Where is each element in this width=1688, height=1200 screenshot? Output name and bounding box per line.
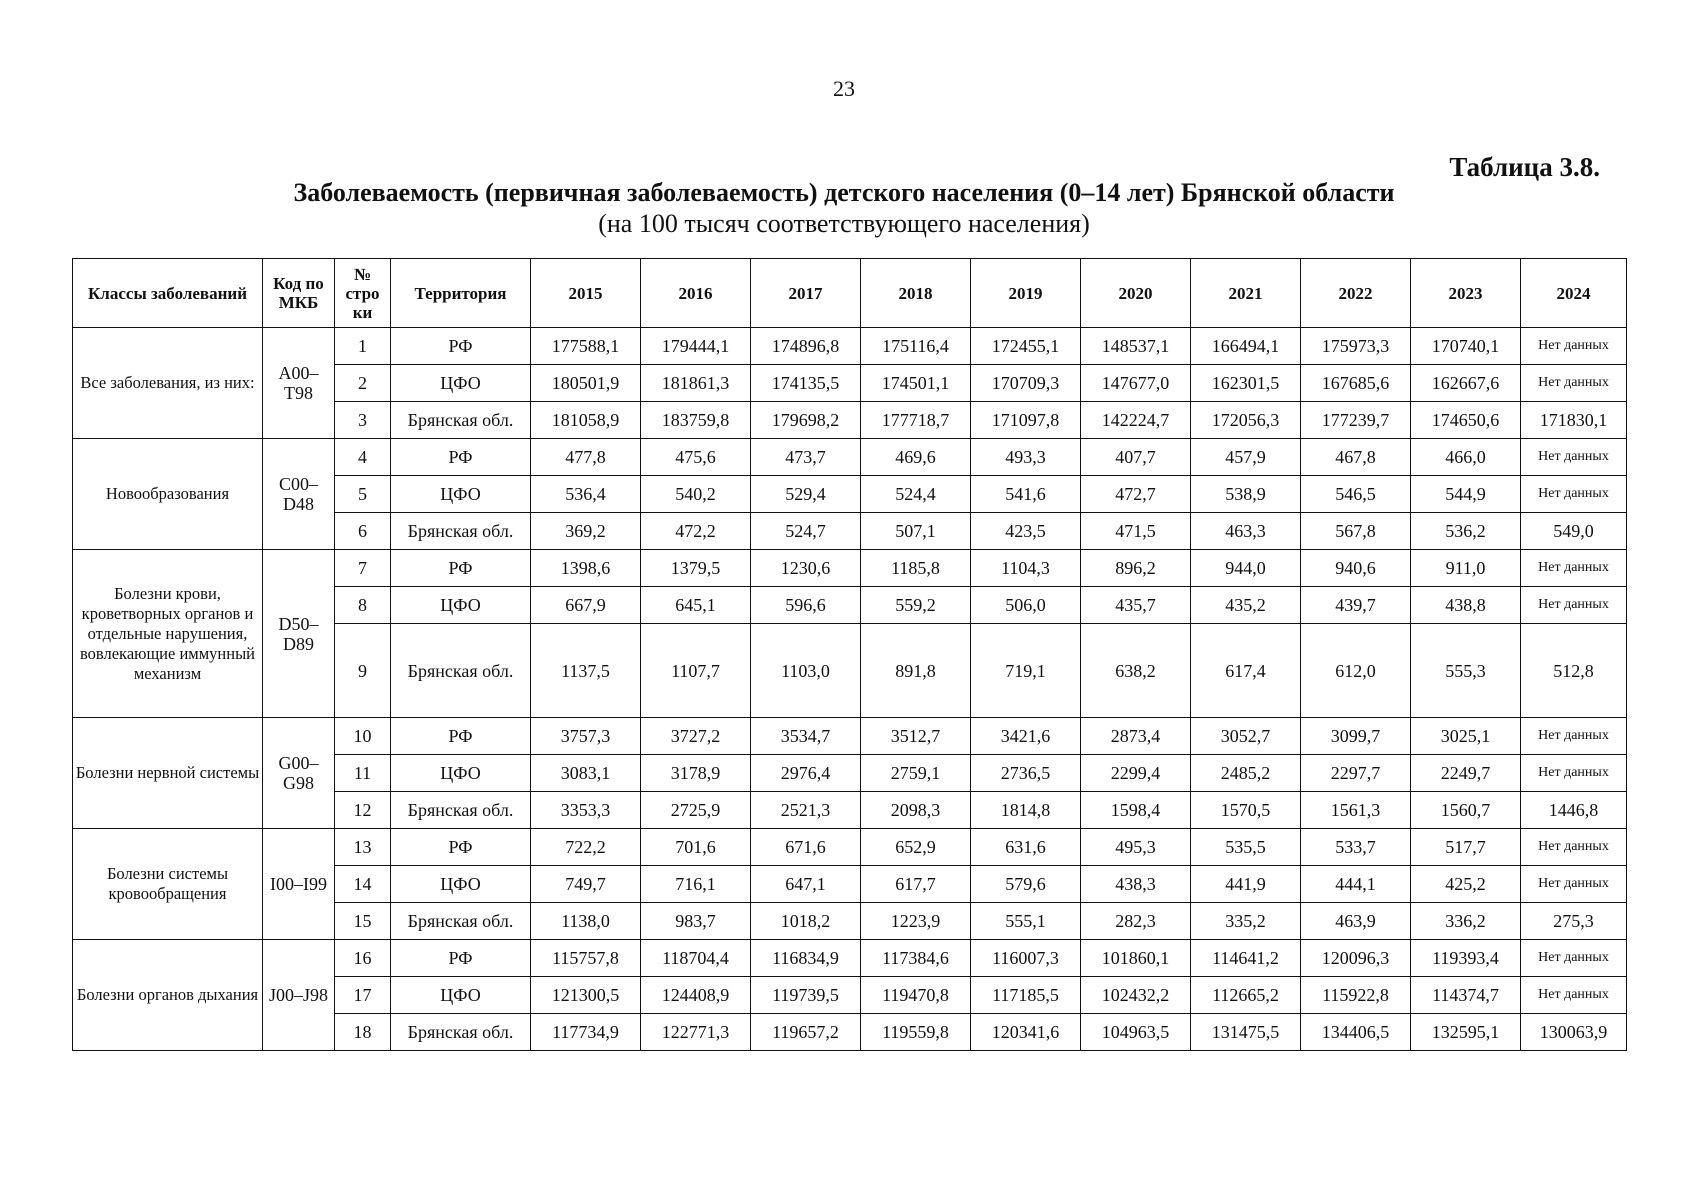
- value-cell: 540,2: [641, 476, 751, 513]
- header-year: 2015: [531, 259, 641, 328]
- value-cell: 3421,6: [971, 718, 1081, 755]
- table-title: Заболеваемость (первичная заболеваемость) детского населения (0–14 лет) Брянской области: [293, 178, 1395, 207]
- value-cell: 275,3: [1521, 903, 1627, 940]
- row-number-cell: 14: [335, 866, 391, 903]
- value-cell: 167685,6: [1301, 365, 1411, 402]
- territory-cell: ЦФО: [391, 755, 531, 792]
- value-cell: 544,9: [1411, 476, 1521, 513]
- value-cell: 1103,0: [751, 624, 861, 718]
- value-cell: 1379,5: [641, 550, 751, 587]
- value-cell: 435,2: [1191, 587, 1301, 624]
- value-cell: 407,7: [1081, 439, 1191, 476]
- value-cell: 2521,3: [751, 792, 861, 829]
- value-cell: 1446,8: [1521, 792, 1627, 829]
- value-cell: 555,3: [1411, 624, 1521, 718]
- value-cell: 117734,9: [531, 1014, 641, 1051]
- value-cell: 438,3: [1081, 866, 1191, 903]
- value-cell: 3025,1: [1411, 718, 1521, 755]
- value-cell: 467,8: [1301, 439, 1411, 476]
- row-number-cell: 1: [335, 328, 391, 365]
- value-cell: 652,9: [861, 829, 971, 866]
- table-label: Таблица 3.8.: [1449, 152, 1600, 182]
- header-territory: Территория: [391, 259, 531, 328]
- value-cell: 147677,0: [1081, 365, 1191, 402]
- value-cell: 174896,8: [751, 328, 861, 365]
- value-cell: 170709,3: [971, 365, 1081, 402]
- value-cell: 119470,8: [861, 977, 971, 1014]
- value-cell: 130063,9: [1521, 1014, 1627, 1051]
- value-cell: 181861,3: [641, 365, 751, 402]
- value-cell: 541,6: [971, 476, 1081, 513]
- value-cell: 671,6: [751, 829, 861, 866]
- value-cell: 471,5: [1081, 513, 1191, 550]
- value-cell: 166494,1: [1191, 328, 1301, 365]
- value-cell: 171830,1: [1521, 402, 1627, 439]
- value-cell: 617,7: [861, 866, 971, 903]
- value-cell: 179444,1: [641, 328, 751, 365]
- value-cell: 177718,7: [861, 402, 971, 439]
- value-cell: 175116,4: [861, 328, 971, 365]
- value-cell: 517,7: [1411, 829, 1521, 866]
- header-year: 2024: [1521, 259, 1627, 328]
- value-cell: 3083,1: [531, 755, 641, 792]
- value-cell: 444,1: [1301, 866, 1411, 903]
- icd-code-cell: D50–D89: [263, 550, 335, 718]
- value-cell: 170740,1: [1411, 328, 1521, 365]
- value-cell: 1104,3: [971, 550, 1081, 587]
- value-cell: 3512,7: [861, 718, 971, 755]
- value-cell: 495,3: [1081, 829, 1191, 866]
- header-year: 2018: [861, 259, 971, 328]
- value-cell: 2725,9: [641, 792, 751, 829]
- row-number-cell: 8: [335, 587, 391, 624]
- value-cell: 162301,5: [1191, 365, 1301, 402]
- value-cell: 493,3: [971, 439, 1081, 476]
- header-year: 2019: [971, 259, 1081, 328]
- territory-cell: Брянская обл.: [391, 792, 531, 829]
- territory-cell: Брянская обл.: [391, 624, 531, 718]
- row-number-cell: 18: [335, 1014, 391, 1051]
- table-row: [73, 550, 1627, 587]
- value-cell: 722,2: [531, 829, 641, 866]
- value-cell: 1560,7: [1411, 792, 1521, 829]
- value-cell: 174501,1: [861, 365, 971, 402]
- territory-cell: РФ: [391, 940, 531, 977]
- table-body: [73, 328, 1627, 1051]
- value-cell: 2873,4: [1081, 718, 1191, 755]
- row-number-cell: 7: [335, 550, 391, 587]
- value-cell: Нет данных: [1521, 866, 1627, 903]
- value-cell: 701,6: [641, 829, 751, 866]
- value-cell: 463,9: [1301, 903, 1411, 940]
- value-cell: 439,7: [1301, 587, 1411, 624]
- value-cell: 719,1: [971, 624, 1081, 718]
- header-year: 2020: [1081, 259, 1191, 328]
- page-number: 23: [833, 76, 855, 101]
- territory-cell: РФ: [391, 550, 531, 587]
- value-cell: 524,7: [751, 513, 861, 550]
- value-cell: 2098,3: [861, 792, 971, 829]
- value-cell: Нет данных: [1521, 365, 1627, 402]
- territory-cell: ЦФО: [391, 365, 531, 402]
- value-cell: 423,5: [971, 513, 1081, 550]
- header-year: 2016: [641, 259, 751, 328]
- table-row: [73, 718, 1627, 755]
- territory-cell: РФ: [391, 439, 531, 476]
- disease-class-cell: Болезни органов дыхания: [73, 940, 263, 1051]
- value-cell: 336,2: [1411, 903, 1521, 940]
- value-cell: 463,3: [1191, 513, 1301, 550]
- value-cell: 555,1: [971, 903, 1081, 940]
- value-cell: 2297,7: [1301, 755, 1411, 792]
- value-cell: 507,1: [861, 513, 971, 550]
- value-cell: 1185,8: [861, 550, 971, 587]
- value-cell: 162667,6: [1411, 365, 1521, 402]
- value-cell: 282,3: [1081, 903, 1191, 940]
- value-cell: 119393,4: [1411, 940, 1521, 977]
- value-cell: 2249,7: [1411, 755, 1521, 792]
- row-number-cell: 6: [335, 513, 391, 550]
- value-cell: 116834,9: [751, 940, 861, 977]
- value-cell: 911,0: [1411, 550, 1521, 587]
- value-cell: 638,2: [1081, 624, 1191, 718]
- row-number-cell: 11: [335, 755, 391, 792]
- table-row: [73, 940, 1627, 977]
- value-cell: 131475,5: [1191, 1014, 1301, 1051]
- value-cell: 183759,8: [641, 402, 751, 439]
- territory-cell: ЦФО: [391, 866, 531, 903]
- territory-cell: Брянская обл.: [391, 903, 531, 940]
- territory-cell: Брянская обл.: [391, 1014, 531, 1051]
- header-year: 2017: [751, 259, 861, 328]
- value-cell: Нет данных: [1521, 940, 1627, 977]
- morbidity-table: [72, 258, 1627, 1051]
- value-cell: 177239,7: [1301, 402, 1411, 439]
- table-row: [73, 439, 1627, 476]
- value-cell: 142224,7: [1081, 402, 1191, 439]
- value-cell: Нет данных: [1521, 587, 1627, 624]
- icd-code-cell: А00–Т98: [263, 328, 335, 439]
- value-cell: 940,6: [1301, 550, 1411, 587]
- value-cell: 425,2: [1411, 866, 1521, 903]
- value-cell: Нет данных: [1521, 977, 1627, 1014]
- value-cell: 716,1: [641, 866, 751, 903]
- header-year: 2021: [1191, 259, 1301, 328]
- value-cell: 549,0: [1521, 513, 1627, 550]
- value-cell: 1137,5: [531, 624, 641, 718]
- value-cell: 335,2: [1191, 903, 1301, 940]
- value-cell: 944,0: [1191, 550, 1301, 587]
- value-cell: 120096,3: [1301, 940, 1411, 977]
- row-number-cell: 5: [335, 476, 391, 513]
- value-cell: 645,1: [641, 587, 751, 624]
- header-year: 2022: [1301, 259, 1411, 328]
- icd-code-cell: I00–I99: [263, 829, 335, 940]
- value-cell: 122771,3: [641, 1014, 751, 1051]
- table-subtitle: (на 100 тысяч соответствующего населения): [598, 209, 1090, 238]
- value-cell: 1138,0: [531, 903, 641, 940]
- value-cell: 529,4: [751, 476, 861, 513]
- value-cell: 132595,1: [1411, 1014, 1521, 1051]
- territory-cell: ЦФО: [391, 476, 531, 513]
- disease-class-cell: Болезни системы кровообращения: [73, 829, 263, 940]
- value-cell: 472,2: [641, 513, 751, 550]
- disease-class-cell: Все заболевания, из них:: [73, 328, 263, 439]
- value-cell: 174650,6: [1411, 402, 1521, 439]
- value-cell: 441,9: [1191, 866, 1301, 903]
- value-cell: 1814,8: [971, 792, 1081, 829]
- territory-cell: ЦФО: [391, 587, 531, 624]
- value-cell: 112665,2: [1191, 977, 1301, 1014]
- value-cell: 2485,2: [1191, 755, 1301, 792]
- value-cell: 3353,3: [531, 792, 641, 829]
- value-cell: 647,1: [751, 866, 861, 903]
- row-number-cell: 4: [335, 439, 391, 476]
- value-cell: 180501,9: [531, 365, 641, 402]
- value-cell: 533,7: [1301, 829, 1411, 866]
- value-cell: 117384,6: [861, 940, 971, 977]
- value-cell: 473,7: [751, 439, 861, 476]
- value-cell: 477,8: [531, 439, 641, 476]
- territory-cell: Брянская обл.: [391, 513, 531, 550]
- value-cell: 117185,5: [971, 977, 1081, 1014]
- row-number-cell: 2: [335, 365, 391, 402]
- value-cell: 177588,1: [531, 328, 641, 365]
- header-year: 2023: [1411, 259, 1521, 328]
- value-cell: 114641,2: [1191, 940, 1301, 977]
- value-cell: 121300,5: [531, 977, 641, 1014]
- value-cell: 2759,1: [861, 755, 971, 792]
- value-cell: 134406,5: [1301, 1014, 1411, 1051]
- row-number-cell: 15: [335, 903, 391, 940]
- header-icd: Код по МКБ: [263, 259, 335, 328]
- value-cell: 172455,1: [971, 328, 1081, 365]
- value-cell: 3052,7: [1191, 718, 1301, 755]
- value-cell: 506,0: [971, 587, 1081, 624]
- value-cell: 896,2: [1081, 550, 1191, 587]
- value-cell: 457,9: [1191, 439, 1301, 476]
- icd-code-cell: C00–D48: [263, 439, 335, 550]
- table-row: [73, 829, 1627, 866]
- value-cell: 101860,1: [1081, 940, 1191, 977]
- value-cell: 469,6: [861, 439, 971, 476]
- value-cell: Нет данных: [1521, 550, 1627, 587]
- value-cell: 512,8: [1521, 624, 1627, 718]
- value-cell: 535,5: [1191, 829, 1301, 866]
- value-cell: 115757,8: [531, 940, 641, 977]
- value-cell: 1398,6: [531, 550, 641, 587]
- value-cell: 524,4: [861, 476, 971, 513]
- header-class: Классы заболеваний: [73, 259, 263, 328]
- value-cell: 617,4: [1191, 624, 1301, 718]
- value-cell: Нет данных: [1521, 718, 1627, 755]
- value-cell: 2736,5: [971, 755, 1081, 792]
- value-cell: 466,0: [1411, 439, 1521, 476]
- value-cell: 536,4: [531, 476, 641, 513]
- value-cell: 3727,2: [641, 718, 751, 755]
- value-cell: 749,7: [531, 866, 641, 903]
- table-row: [73, 328, 1627, 365]
- value-cell: 983,7: [641, 903, 751, 940]
- value-cell: 667,9: [531, 587, 641, 624]
- value-cell: Нет данных: [1521, 829, 1627, 866]
- value-cell: 567,8: [1301, 513, 1411, 550]
- header-row-number: № стро ки: [335, 259, 391, 328]
- icd-code-cell: G00–G98: [263, 718, 335, 829]
- value-cell: 579,6: [971, 866, 1081, 903]
- value-cell: Нет данных: [1521, 755, 1627, 792]
- value-cell: 179698,2: [751, 402, 861, 439]
- value-cell: 1598,4: [1081, 792, 1191, 829]
- value-cell: 596,6: [751, 587, 861, 624]
- value-cell: 172056,3: [1191, 402, 1301, 439]
- row-number-cell: 17: [335, 977, 391, 1014]
- value-cell: 1230,6: [751, 550, 861, 587]
- value-cell: 115922,8: [1301, 977, 1411, 1014]
- value-cell: 536,2: [1411, 513, 1521, 550]
- value-cell: 1107,7: [641, 624, 751, 718]
- value-cell: 546,5: [1301, 476, 1411, 513]
- value-cell: 175973,3: [1301, 328, 1411, 365]
- header-row: [73, 259, 1627, 328]
- row-number-cell: 3: [335, 402, 391, 439]
- disease-class-cell: Новообразования: [73, 439, 263, 550]
- territory-cell: ЦФО: [391, 977, 531, 1014]
- row-number-cell: 13: [335, 829, 391, 866]
- value-cell: 369,2: [531, 513, 641, 550]
- row-number-cell: 10: [335, 718, 391, 755]
- value-cell: 891,8: [861, 624, 971, 718]
- row-number-cell: 9: [335, 624, 391, 718]
- value-cell: 612,0: [1301, 624, 1411, 718]
- value-cell: 3178,9: [641, 755, 751, 792]
- value-cell: 119657,2: [751, 1014, 861, 1051]
- value-cell: 174135,5: [751, 365, 861, 402]
- disease-class-cell: Болезни крови, кроветворных органов и отдельные нарушения, вовлекающие иммунный механизм: [73, 550, 263, 718]
- value-cell: 104963,5: [1081, 1014, 1191, 1051]
- value-cell: 119739,5: [751, 977, 861, 1014]
- value-cell: 472,7: [1081, 476, 1191, 513]
- value-cell: Нет данных: [1521, 328, 1627, 365]
- row-number-cell: 16: [335, 940, 391, 977]
- value-cell: 114374,7: [1411, 977, 1521, 1014]
- value-cell: 1223,9: [861, 903, 971, 940]
- icd-code-cell: J00–J98: [263, 940, 335, 1051]
- value-cell: 119559,8: [861, 1014, 971, 1051]
- value-cell: 102432,2: [1081, 977, 1191, 1014]
- value-cell: 3534,7: [751, 718, 861, 755]
- value-cell: 171097,8: [971, 402, 1081, 439]
- value-cell: 475,6: [641, 439, 751, 476]
- territory-cell: РФ: [391, 718, 531, 755]
- value-cell: 3099,7: [1301, 718, 1411, 755]
- disease-class-cell: Болезни нервной системы: [73, 718, 263, 829]
- value-cell: 559,2: [861, 587, 971, 624]
- value-cell: 538,9: [1191, 476, 1301, 513]
- value-cell: 3757,3: [531, 718, 641, 755]
- value-cell: 118704,4: [641, 940, 751, 977]
- territory-cell: РФ: [391, 829, 531, 866]
- value-cell: 181058,9: [531, 402, 641, 439]
- territory-cell: РФ: [391, 328, 531, 365]
- value-cell: 2299,4: [1081, 755, 1191, 792]
- value-cell: 631,6: [971, 829, 1081, 866]
- value-cell: 435,7: [1081, 587, 1191, 624]
- value-cell: 116007,3: [971, 940, 1081, 977]
- value-cell: Нет данных: [1521, 439, 1627, 476]
- value-cell: 438,8: [1411, 587, 1521, 624]
- row-number-cell: 12: [335, 792, 391, 829]
- value-cell: 124408,9: [641, 977, 751, 1014]
- value-cell: 1570,5: [1191, 792, 1301, 829]
- value-cell: 2976,4: [751, 755, 861, 792]
- value-cell: 120341,6: [971, 1014, 1081, 1051]
- value-cell: 1561,3: [1301, 792, 1411, 829]
- value-cell: Нет данных: [1521, 476, 1627, 513]
- territory-cell: Брянская обл.: [391, 402, 531, 439]
- value-cell: 148537,1: [1081, 328, 1191, 365]
- value-cell: 1018,2: [751, 903, 861, 940]
